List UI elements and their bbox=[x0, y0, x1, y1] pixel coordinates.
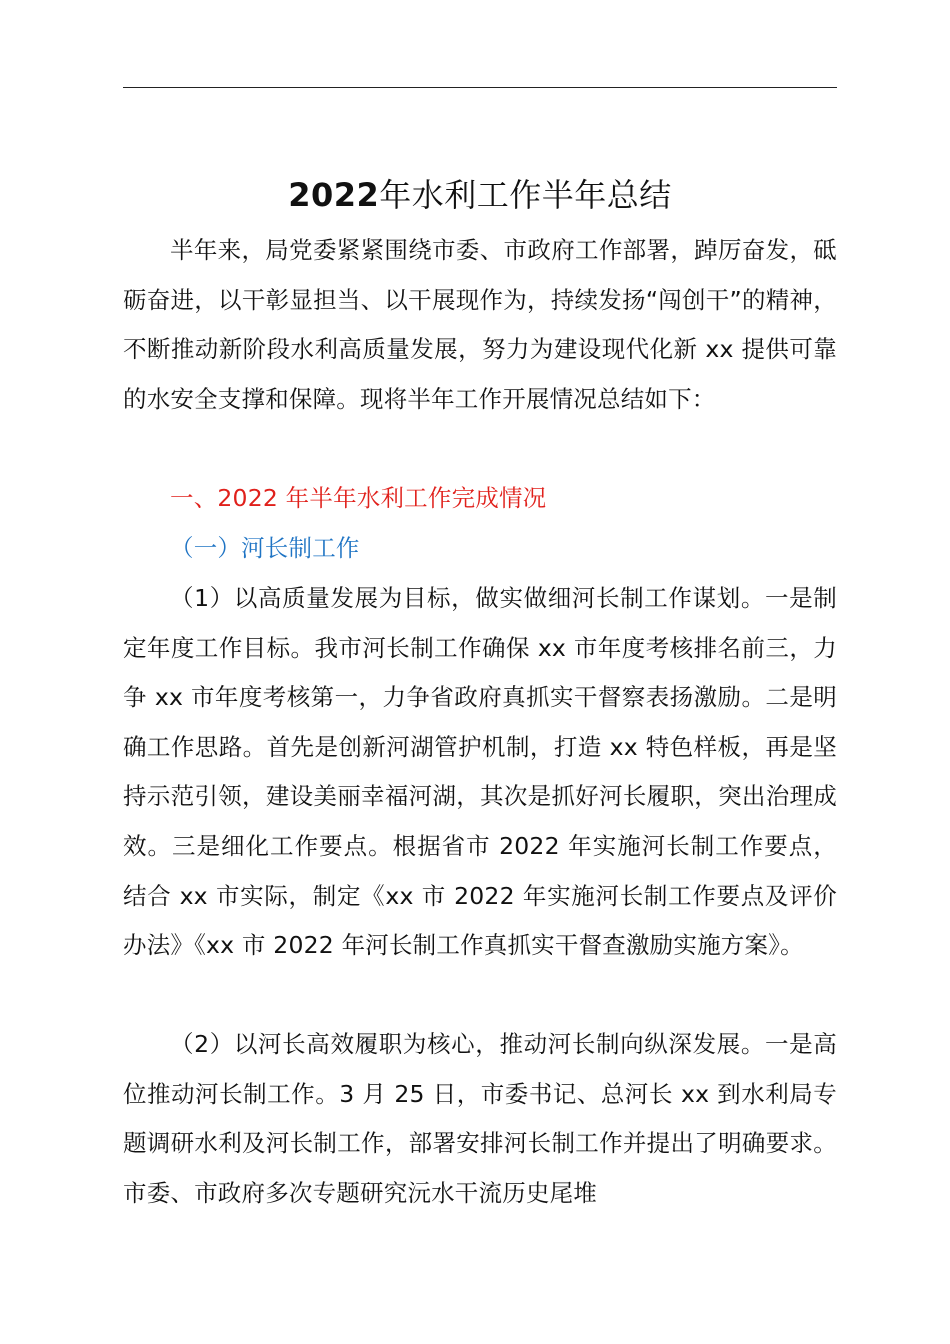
header-rule bbox=[123, 87, 837, 88]
section-heading: 一、2022 年半年水利工作完成情况 bbox=[170, 484, 547, 512]
document-title bbox=[123, 171, 837, 219]
body-paragraph: （2）以河长高效履职为核心，推动河长制向纵深发展。一是高位推动河长制工作。3 月 25 日，市委书记、总河长 xx 到水利局专题调研水利及河长制工作，部署安排河长制工作并提出了明确要求。市委、市政府多次专题研究沅水干流历史尾堆 bbox=[123, 1030, 837, 1207]
intro-paragraph: 半年来，局党委紧紧围绕市委、市政府工作部署，踔厉奋发，砥砺奋进，以干彰显担当、以干展现作为，持续发扬“闯创干”的精神，不断推动新阶段水利高质量发展，努力为建设现代化新 xx 提供可靠的水安全支撑和保障。现将半年工作开展情况总结如下： bbox=[123, 236, 837, 413]
title-text: 年水利工作半年总结 bbox=[379, 176, 672, 215]
title-year: 2022 bbox=[288, 176, 380, 215]
subsection-heading: （一）河长制工作 bbox=[170, 534, 360, 562]
body-paragraph: （1）以高质量发展为目标，做实做细河长制工作谋划。一是制定年度工作目标。我市河长制工作确保 xx 市年度考核排名前三，力争 xx 市年度考核第一，力争省政府真抓实干督察表扬激励。二是明确工作思路。首先是创新河湖管护机制，打造 xx 特色样板，再是坚持示范引领，建设美丽幸福河湖，其次是抓好河长履职，突出治理成效。三是细化工作要点。根据省市 2022 年实施河长制工作要点，结合 xx 市实际，制定《xx 市 2022 年实施河长制工作要点及评价办法》《xx 市 2022 年河长制工作真抓实干督查激励实施方案》。 bbox=[123, 584, 837, 960]
